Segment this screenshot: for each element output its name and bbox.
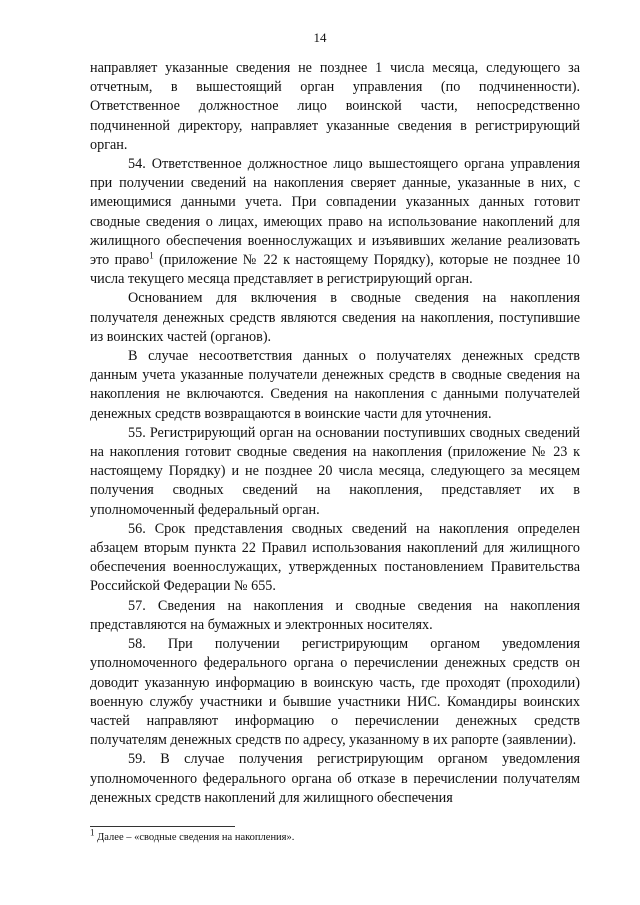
footnote-reference: 1 (149, 250, 154, 261)
paragraph-57: 57. Сведения на накопления и сводные сведения на накопления представляются на бумажных и электронных носителях. (90, 597, 580, 633)
body-text (90, 59, 580, 808)
paragraph-54 (90, 155, 580, 289)
paragraph-55: 55. Регистрирующий орган на основании поступивших сводных сведений на накопления готовит сводные сведения на накопления (приложение № 23 к настоящему Порядку) и не позднее 20 числа месяца, следующего за месяцем получения сводных сведений на накопления, представляет их в уполномоченный федеральный орган. (90, 424, 580, 518)
paragraph-continuation: направляет указанные сведения не позднее 1 числа месяца, следующего за отчетным, в вышестоящий орган управления (по подчиненности). Ответственное должностное лицо воинской части, непосредственно подчиненной директору, направляет указанные сведения в регистрирующий орган. (90, 60, 580, 153)
paragraph-basis: Основанием для включения в сводные сведения на накопления получателя денежных средств являются сведения на накопления, поступившие из воинских частей (органов). (90, 290, 580, 345)
footnote (90, 827, 580, 844)
footnote-text: Далее – «сводные сведения на накопления». (94, 832, 295, 843)
paragraph-mismatch: В случае несоответствия данных о получателях денежных средств данным учета указанные получатели денежных средств в сводные сведения на накопления не включаются. Сведения на накопления с данными получателей денежных средств возвращаются в воинские части для уточнения. (90, 348, 580, 422)
paragraph-54-text: 54. Ответственное должностное лицо вышестоящего органа управления при получении сведений на накопления сверяет данные, указанные в них, с имеющимися данными учета. При совпадении указанных данных готовит сводные сведения о лицах, имеющих право на использование накоплений для жилищного обеспечения военнослужащих и изъявивших желание реализовать это право (90, 156, 580, 269)
paragraph-59: 59. В случае получения регистрирующим органом уведомления уполномоченного федерального органа об отказе в перечислении получателям денежных средств накоплений для жилищного обеспечения (90, 751, 580, 806)
paragraph-58: 58. При получении регистрирующим органом уведомления уполномоченного федерального органа о перечислении денежных средств он доводит указанную информацию в воинскую часть, где проходят (проходили) военную службу участники и бывшие участники НИС. Командиры воинских частей направляют информацию о перечислении денежных средств получателям денежных средств по адресу, указанному в их рапорте (заявлении). (90, 636, 580, 749)
paragraph-54-text-after: (приложение № 22 к настоящему Порядку), которые не позднее 10 числа текущего месяца представляет в регистрирующий орган. (90, 252, 580, 288)
footnote-separator (90, 826, 235, 827)
page-number: 14 (313, 30, 327, 45)
footnote-marker: 1 (90, 827, 95, 838)
paragraph-56: 56. Срок представления сводных сведений на накопления определен абзацем вторым пункта 22 Правил использования накоплений для жилищного обеспечения военнослужащих, утвержденных постановлением Правительства Российской Федерации № 655. (90, 520, 580, 595)
